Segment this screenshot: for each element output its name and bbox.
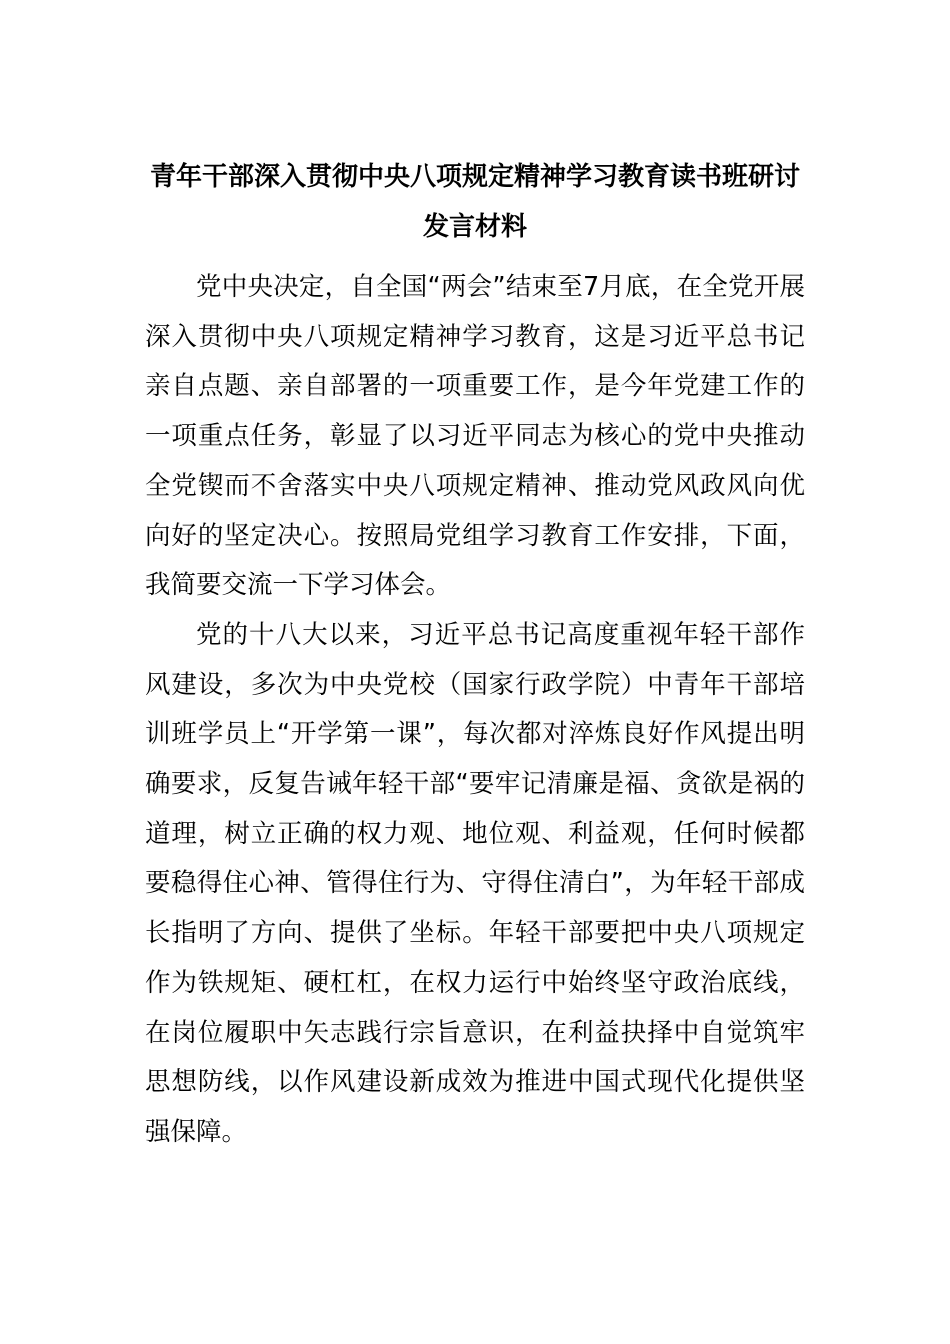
- title-line-2: 发言材料: [422, 212, 527, 242]
- document-title: [120, 152, 830, 252]
- document-body: [145, 263, 805, 1158]
- paragraph-1: 党中央决定，自全国“两会”结束至7月底，在全党开展深入贯彻中央八项规定精神学习教育，这是习近平总书记亲自点题、亲自部署的一项重要工作，是今年党建工作的一项重点任务，彰显了以习近平同志为核心的党中央推动全党锲而不舍落实中央八项规定精神、推动党风政风向优向好的坚定决心。按照局党组学习教育工作安排，下面，我简要交流一下学习体会。: [145, 272, 805, 601]
- title-line-1: 青年干部深入贯彻中央八项规定精神学习教育读书班研讨: [149, 162, 800, 192]
- paragraph-2: 党的十八大以来，习近平总书记高度重视年轻干部作风建设，多次为中央党校（国家行政学院）中青年干部培训班学员上“开学第一课”，每次都对淬炼良好作风提出明确要求，反复告诫年轻干部“要牢记清廉是福、贪欲是祸的道理，树立正确的权力观、地位观、利益观，任何时候都要稳得住心神、管得住行为、守得住清白”，为年轻干部成长指明了方向、提供了坐标。年轻干部要把中央八项规定作为铁规矩、硬杠杠，在权力运行中始终坚守政治底线，在岗位履职中矢志践行宗旨意识，在利益抉择中自觉筑牢思想防线，以作风建设新成效为推进中国式现代化提供坚强保障。: [145, 619, 805, 1147]
